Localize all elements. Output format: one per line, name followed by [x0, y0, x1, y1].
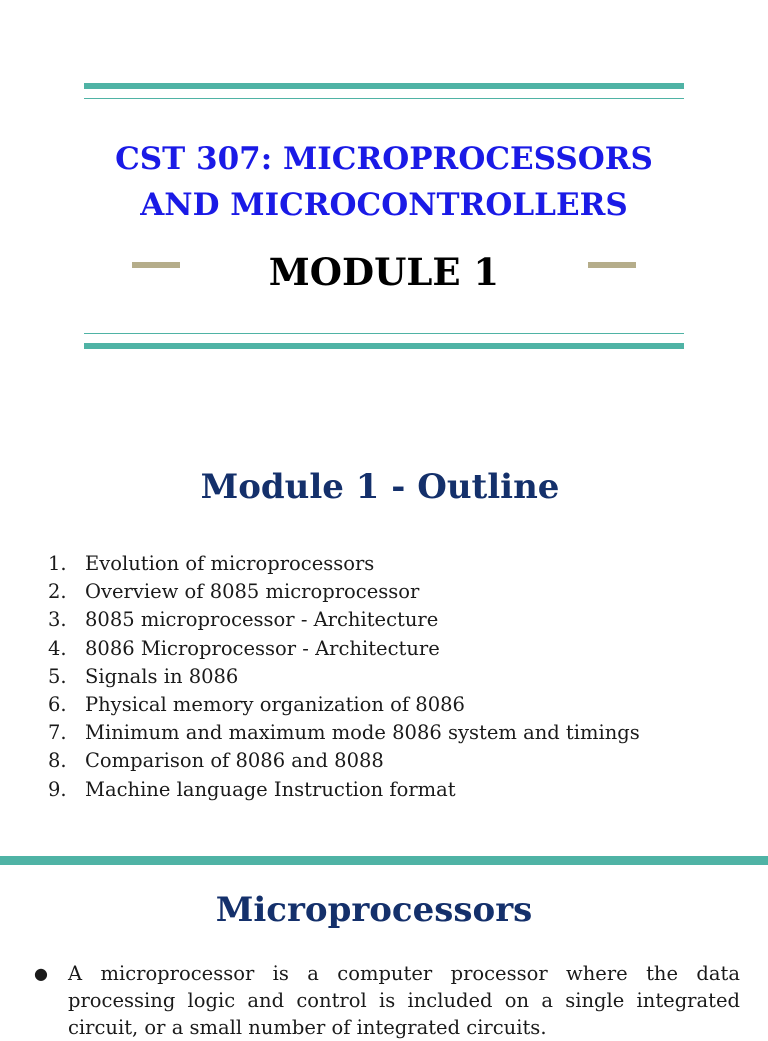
outline-item	[40, 776, 640, 804]
outline-heading: Module 1 - Outline	[200, 467, 560, 507]
outline-item-number: 6.	[48, 692, 67, 716]
bullet-dot-icon: ●	[34, 964, 48, 983]
outline-item-number: 4.	[48, 636, 67, 660]
outline-item-number: 1.	[48, 552, 67, 575]
outline-item	[40, 550, 640, 578]
outline-item-number: 5.	[48, 664, 67, 688]
outline-item-text: Signals in 8086	[85, 664, 239, 688]
outline-item-text: 8086 Microprocessor - Architecture	[85, 636, 440, 660]
outline-item-number: 9.	[48, 777, 67, 801]
outline-list	[40, 550, 640, 804]
top-thick-rule	[84, 83, 684, 89]
outline-item	[40, 663, 640, 691]
course-title: CST 307: MICROPROCESSORS AND MICROCONTROLLERS	[115, 141, 653, 223]
module-row	[84, 248, 684, 296]
outline-item-text: Physical memory organization of 8086	[85, 692, 465, 716]
bullet-text: A microprocessor is a computer processor where the data processing logic and control is included on a single integrated circuit, or a small number of integrated circuits.	[68, 962, 740, 1039]
outline-item	[40, 635, 640, 663]
outline-item-text: Evolution of microprocessors	[85, 552, 375, 575]
outline-item	[40, 747, 640, 775]
outline-item	[40, 578, 640, 606]
outline-item-text: Machine language Instruction format	[85, 777, 456, 801]
outline-item-number: 3.	[48, 608, 67, 632]
outline-item	[40, 606, 640, 634]
bottom-thick-rule	[84, 343, 684, 349]
outline-item-text: 8085 microprocessor - Architecture	[85, 608, 439, 632]
outline-item-text: Comparison of 8086 and 8088	[85, 749, 384, 773]
slide-divider-band	[0, 856, 768, 865]
module-label: MODULE 1	[268, 250, 500, 294]
outline-item-number: 2.	[48, 580, 67, 604]
outline-item-text: Overview of 8085 microprocessor	[85, 580, 420, 604]
top-thin-rule	[84, 98, 684, 99]
microprocessors-heading: Microprocessors	[215, 890, 533, 930]
outline-item-number: 7.	[48, 721, 67, 745]
outline-item-number: 8.	[48, 749, 67, 773]
outline-item	[40, 691, 640, 719]
bottom-thin-rule	[84, 333, 684, 334]
outline-item-text: Minimum and maximum mode 8086 system and timings	[85, 721, 640, 745]
right-dash-ornament	[588, 262, 636, 268]
outline-item	[40, 719, 640, 747]
